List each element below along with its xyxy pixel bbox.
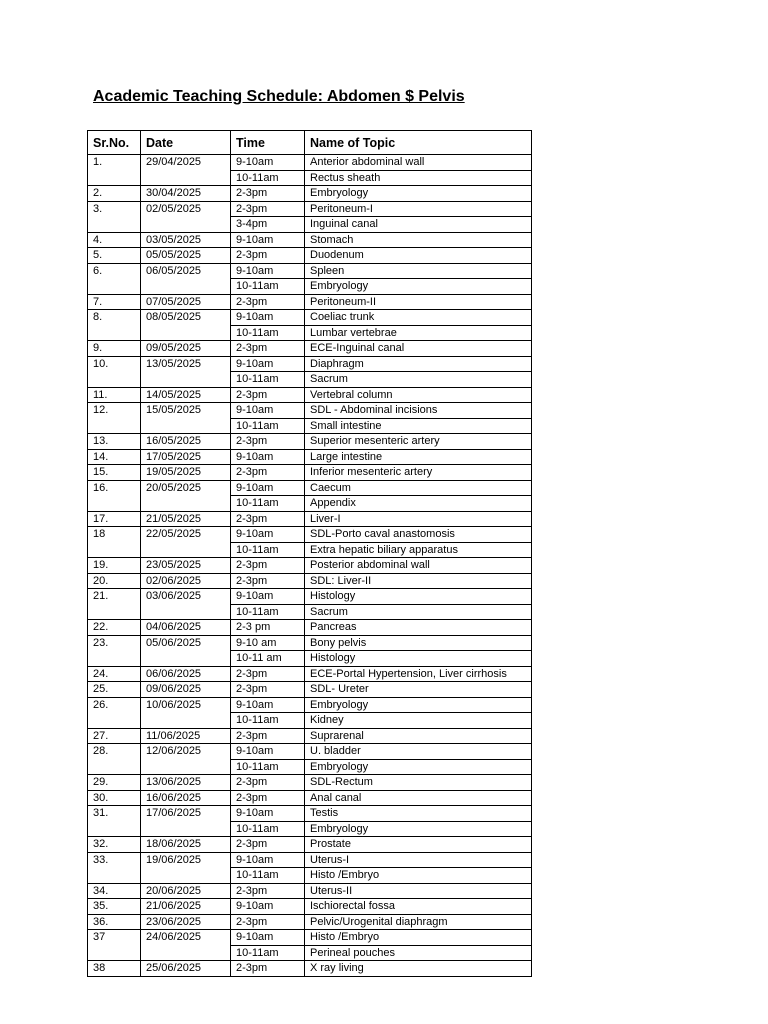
cell-sr-no: 4. <box>88 232 141 248</box>
cell-time: 9-10am <box>231 155 305 171</box>
table-row <box>88 201 532 217</box>
cell-topic: Histo /Embryo <box>305 930 532 946</box>
cell-time: 2-3pm <box>231 387 305 403</box>
cell-date: 06/05/2025 <box>141 263 231 294</box>
cell-date: 13/05/2025 <box>141 356 231 387</box>
cell-time: 10-11 am <box>231 651 305 667</box>
cell-time: 9-10am <box>231 930 305 946</box>
cell-time: 9-10 am <box>231 635 305 651</box>
cell-sr-no: 21. <box>88 589 141 620</box>
cell-date: 10/06/2025 <box>141 697 231 728</box>
cell-topic: U. bladder <box>305 744 532 760</box>
cell-sr-no: 14. <box>88 449 141 465</box>
cell-time: 10-11am <box>231 868 305 884</box>
table-row <box>88 806 532 822</box>
cell-time: 10-11am <box>231 279 305 295</box>
cell-time: 10-11am <box>231 945 305 961</box>
cell-topic: Coeliac trunk <box>305 310 532 326</box>
cell-time: 9-10am <box>231 480 305 496</box>
cell-sr-no: 2. <box>88 186 141 202</box>
cell-date: 05/06/2025 <box>141 635 231 666</box>
cell-sr-no: 28. <box>88 744 141 775</box>
schedule-table <box>87 130 532 977</box>
cell-sr-no: 25. <box>88 682 141 698</box>
cell-time: 9-10am <box>231 806 305 822</box>
table-row <box>88 682 532 698</box>
cell-time: 10-11am <box>231 325 305 341</box>
cell-topic: Small intestine <box>305 418 532 434</box>
table-row <box>88 186 532 202</box>
cell-sr-no: 32. <box>88 837 141 853</box>
cell-sr-no: 8. <box>88 310 141 341</box>
cell-time: 2-3pm <box>231 511 305 527</box>
cell-date: 21/06/2025 <box>141 899 231 915</box>
cell-sr-no: 12. <box>88 403 141 434</box>
cell-topic: Uterus-I <box>305 852 532 868</box>
cell-topic: Extra hepatic biliary apparatus <box>305 542 532 558</box>
cell-date: 19/05/2025 <box>141 465 231 481</box>
cell-topic: Sacrum <box>305 604 532 620</box>
cell-time: 2-3pm <box>231 682 305 698</box>
cell-date: 09/05/2025 <box>141 341 231 357</box>
cell-sr-no: 22. <box>88 620 141 636</box>
cell-topic: Vertebral column <box>305 387 532 403</box>
cell-date: 03/06/2025 <box>141 589 231 620</box>
table-row <box>88 790 532 806</box>
cell-topic: ECE-Inguinal canal <box>305 341 532 357</box>
cell-time: 9-10am <box>231 263 305 279</box>
cell-topic: Superior mesenteric artery <box>305 434 532 450</box>
cell-sr-no: 3. <box>88 201 141 232</box>
cell-topic: Inguinal canal <box>305 217 532 233</box>
cell-date: 20/05/2025 <box>141 480 231 511</box>
cell-sr-no: 30. <box>88 790 141 806</box>
table-row <box>88 465 532 481</box>
cell-sr-no: 34. <box>88 883 141 899</box>
cell-topic: Prostate <box>305 837 532 853</box>
cell-time: 2-3pm <box>231 558 305 574</box>
table-row <box>88 294 532 310</box>
cell-topic: Uterus-II <box>305 883 532 899</box>
cell-topic: Embryology <box>305 759 532 775</box>
cell-topic: Duodenum <box>305 248 532 264</box>
table-row <box>88 666 532 682</box>
cell-time: 2-3pm <box>231 666 305 682</box>
cell-time: 2-3 pm <box>231 620 305 636</box>
cell-sr-no: 5. <box>88 248 141 264</box>
cell-date: 08/05/2025 <box>141 310 231 341</box>
cell-topic: Pelvic/Urogenital diaphragm <box>305 914 532 930</box>
cell-date: 04/06/2025 <box>141 620 231 636</box>
cell-sr-no: 38 <box>88 961 141 977</box>
cell-time: 2-3pm <box>231 434 305 450</box>
cell-date: 15/05/2025 <box>141 403 231 434</box>
table-row <box>88 961 532 977</box>
table-row <box>88 589 532 605</box>
cell-time: 9-10am <box>231 899 305 915</box>
cell-sr-no: 31. <box>88 806 141 837</box>
header-date: Date <box>141 131 231 155</box>
table-row <box>88 232 532 248</box>
cell-date: 11/06/2025 <box>141 728 231 744</box>
header-row <box>88 131 532 155</box>
cell-sr-no: 27. <box>88 728 141 744</box>
cell-topic: Liver-I <box>305 511 532 527</box>
cell-date: 23/05/2025 <box>141 558 231 574</box>
cell-time: 2-3pm <box>231 186 305 202</box>
cell-sr-no: 33. <box>88 852 141 883</box>
cell-date: 17/06/2025 <box>141 806 231 837</box>
cell-time: 9-10am <box>231 403 305 419</box>
table-row <box>88 573 532 589</box>
cell-topic: Rectus sheath <box>305 170 532 186</box>
cell-date: 17/05/2025 <box>141 449 231 465</box>
header-time: Time <box>231 131 305 155</box>
cell-sr-no: 17. <box>88 511 141 527</box>
cell-time: 2-3pm <box>231 883 305 899</box>
table-row <box>88 449 532 465</box>
cell-topic: SDL- Ureter <box>305 682 532 698</box>
table-row <box>88 248 532 264</box>
cell-topic: Spleen <box>305 263 532 279</box>
cell-time: 2-3pm <box>231 728 305 744</box>
cell-topic: Diaphragm <box>305 356 532 372</box>
cell-topic: Stomach <box>305 232 532 248</box>
cell-time: 2-3pm <box>231 775 305 791</box>
table-row <box>88 341 532 357</box>
header-topic: Name of Topic <box>305 131 532 155</box>
table-row <box>88 837 532 853</box>
cell-sr-no: 19. <box>88 558 141 574</box>
table-row <box>88 387 532 403</box>
cell-topic: Ischiorectal fossa <box>305 899 532 915</box>
cell-topic: Posterior abdominal wall <box>305 558 532 574</box>
cell-date: 30/04/2025 <box>141 186 231 202</box>
cell-sr-no: 11. <box>88 387 141 403</box>
cell-sr-no: 13. <box>88 434 141 450</box>
cell-time: 10-11am <box>231 713 305 729</box>
cell-topic: X ray living <box>305 961 532 977</box>
cell-topic: Embryology <box>305 697 532 713</box>
cell-time: 2-3pm <box>231 790 305 806</box>
cell-date: 14/05/2025 <box>141 387 231 403</box>
table-row <box>88 620 532 636</box>
table-row <box>88 356 532 372</box>
cell-time: 10-11am <box>231 542 305 558</box>
cell-time: 10-11am <box>231 418 305 434</box>
cell-date: 02/05/2025 <box>141 201 231 232</box>
cell-time: 10-11am <box>231 821 305 837</box>
cell-sr-no: 24. <box>88 666 141 682</box>
cell-sr-no: 7. <box>88 294 141 310</box>
cell-date: 25/06/2025 <box>141 961 231 977</box>
table-row <box>88 480 532 496</box>
cell-topic: Peritoneum-I <box>305 201 532 217</box>
cell-sr-no: 26. <box>88 697 141 728</box>
cell-sr-no: 10. <box>88 356 141 387</box>
cell-topic: SDL - Abdominal incisions <box>305 403 532 419</box>
cell-topic: Histology <box>305 651 532 667</box>
cell-date: 05/05/2025 <box>141 248 231 264</box>
table-row <box>88 263 532 279</box>
cell-date: 12/06/2025 <box>141 744 231 775</box>
cell-time: 2-3pm <box>231 465 305 481</box>
cell-time: 2-3pm <box>231 961 305 977</box>
cell-sr-no: 20. <box>88 573 141 589</box>
cell-topic: Caecum <box>305 480 532 496</box>
cell-sr-no: 35. <box>88 899 141 915</box>
cell-date: 21/05/2025 <box>141 511 231 527</box>
cell-sr-no: 29. <box>88 775 141 791</box>
cell-time: 2-3pm <box>231 914 305 930</box>
cell-sr-no: 15. <box>88 465 141 481</box>
cell-topic: Sacrum <box>305 372 532 388</box>
cell-time: 9-10am <box>231 310 305 326</box>
cell-topic: Bony pelvis <box>305 635 532 651</box>
cell-date: 16/06/2025 <box>141 790 231 806</box>
cell-topic: Lumbar vertebrae <box>305 325 532 341</box>
table-row <box>88 558 532 574</box>
table-row <box>88 744 532 760</box>
cell-time: 2-3pm <box>231 573 305 589</box>
cell-topic: Embryology <box>305 821 532 837</box>
table-row <box>88 775 532 791</box>
cell-date: 20/06/2025 <box>141 883 231 899</box>
header-sr-no: Sr.No. <box>88 131 141 155</box>
cell-time: 9-10am <box>231 232 305 248</box>
cell-topic: Suprarenal <box>305 728 532 744</box>
cell-date: 03/05/2025 <box>141 232 231 248</box>
table-row <box>88 310 532 326</box>
table-row <box>88 728 532 744</box>
cell-topic: Testis <box>305 806 532 822</box>
cell-time: 2-3pm <box>231 341 305 357</box>
cell-time: 2-3pm <box>231 837 305 853</box>
cell-date: 16/05/2025 <box>141 434 231 450</box>
cell-time: 9-10am <box>231 589 305 605</box>
cell-topic: Pancreas <box>305 620 532 636</box>
cell-time: 10-11am <box>231 604 305 620</box>
cell-topic: SDL-Porto caval anastomosis <box>305 527 532 543</box>
cell-sr-no: 36. <box>88 914 141 930</box>
cell-time: 9-10am <box>231 449 305 465</box>
cell-date: 22/05/2025 <box>141 527 231 558</box>
cell-sr-no: 1. <box>88 155 141 186</box>
cell-topic: Histology <box>305 589 532 605</box>
cell-time: 9-10am <box>231 852 305 868</box>
cell-topic: Perineal pouches <box>305 945 532 961</box>
cell-date: 24/06/2025 <box>141 930 231 961</box>
cell-time: 10-11am <box>231 759 305 775</box>
document-title: Academic Teaching Schedule: Abdomen $ Pelvis <box>93 88 465 105</box>
schedule-body <box>88 155 532 977</box>
cell-topic: Embryology <box>305 186 532 202</box>
cell-sr-no: 16. <box>88 480 141 511</box>
table-row <box>88 434 532 450</box>
cell-date: 23/06/2025 <box>141 914 231 930</box>
cell-date: 13/06/2025 <box>141 775 231 791</box>
cell-time: 10-11am <box>231 170 305 186</box>
cell-date: 07/05/2025 <box>141 294 231 310</box>
cell-topic: Embryology <box>305 279 532 295</box>
table-row <box>88 697 532 713</box>
cell-time: 10-11am <box>231 372 305 388</box>
table-row <box>88 930 532 946</box>
cell-time: 2-3pm <box>231 248 305 264</box>
table-row <box>88 527 532 543</box>
cell-sr-no: 18 <box>88 527 141 558</box>
cell-time: 10-11am <box>231 496 305 512</box>
table-row <box>88 852 532 868</box>
cell-topic: SDL: Liver-II <box>305 573 532 589</box>
cell-date: 02/06/2025 <box>141 573 231 589</box>
table-row <box>88 511 532 527</box>
cell-topic: ECE-Portal Hypertension, Liver cirrhosis <box>305 666 532 682</box>
cell-topic: Anal canal <box>305 790 532 806</box>
cell-topic: SDL-Rectum <box>305 775 532 791</box>
table-row <box>88 155 532 171</box>
table-row <box>88 899 532 915</box>
table-row <box>88 403 532 419</box>
cell-time: 3-4pm <box>231 217 305 233</box>
cell-time: 9-10am <box>231 527 305 543</box>
cell-time: 9-10am <box>231 744 305 760</box>
cell-time: 9-10am <box>231 356 305 372</box>
cell-topic: Kidney <box>305 713 532 729</box>
cell-topic: Histo /Embryo <box>305 868 532 884</box>
cell-sr-no: 37 <box>88 930 141 961</box>
cell-date: 19/06/2025 <box>141 852 231 883</box>
cell-time: 9-10am <box>231 697 305 713</box>
table-row <box>88 914 532 930</box>
cell-topic: Large intestine <box>305 449 532 465</box>
cell-sr-no: 23. <box>88 635 141 666</box>
cell-sr-no: 9. <box>88 341 141 357</box>
table-row <box>88 635 532 651</box>
table-row <box>88 883 532 899</box>
cell-date: 06/06/2025 <box>141 666 231 682</box>
cell-topic: Anterior abdominal wall <box>305 155 532 171</box>
cell-date: 29/04/2025 <box>141 155 231 186</box>
cell-topic: Appendix <box>305 496 532 512</box>
cell-date: 18/06/2025 <box>141 837 231 853</box>
cell-date: 09/06/2025 <box>141 682 231 698</box>
cell-topic: Inferior mesenteric artery <box>305 465 532 481</box>
cell-time: 2-3pm <box>231 201 305 217</box>
cell-topic: Peritoneum-II <box>305 294 532 310</box>
cell-sr-no: 6. <box>88 263 141 294</box>
cell-time: 2-3pm <box>231 294 305 310</box>
